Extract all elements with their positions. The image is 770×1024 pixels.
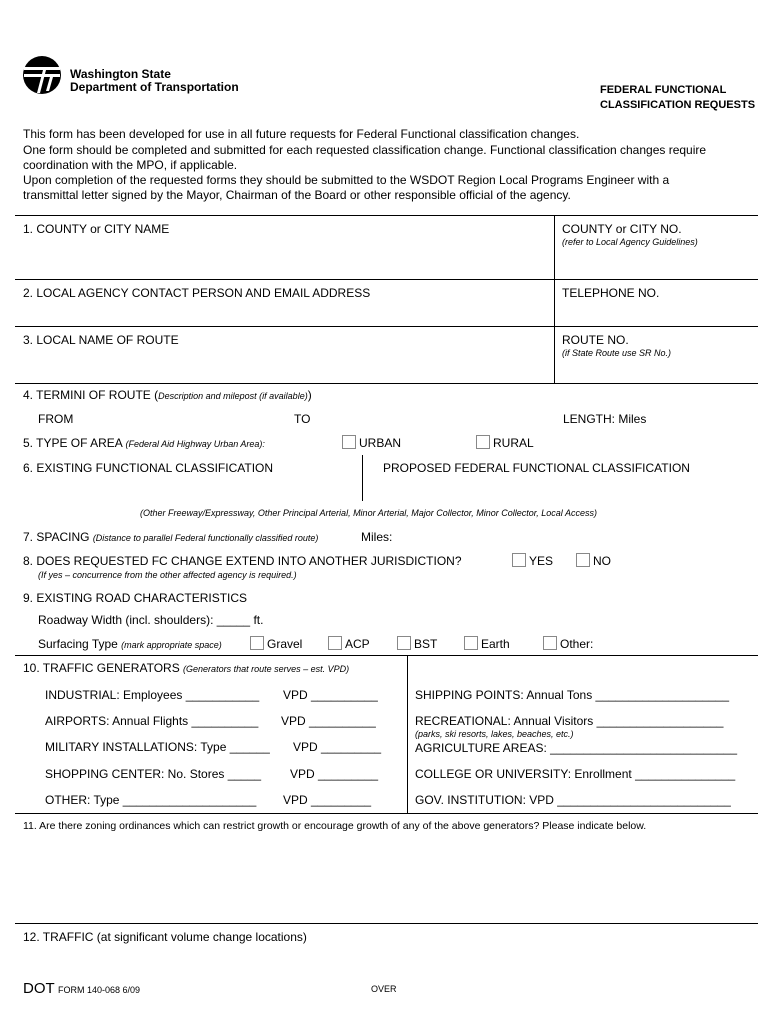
- divider: [15, 383, 758, 384]
- logo-line1: Washington State: [70, 67, 171, 81]
- surfacing-type-label: Surfacing Type (mark appropriate space): [38, 637, 222, 651]
- shopping-field[interactable]: SHOPPING CENTER: No. Stores _____: [45, 767, 262, 781]
- college-field[interactable]: COLLEGE OR UNIVERSITY: Enrollment _______________: [415, 767, 736, 781]
- industrial-field[interactable]: INDUSTRIAL: Employees ___________: [45, 688, 260, 702]
- acp-checkbox[interactable]: [328, 636, 342, 650]
- intro-line: One form should be completed and submitted for each requested classification change. Functional classification changes require: [23, 143, 707, 157]
- telephone-label[interactable]: TELEPHONE NO.: [562, 286, 660, 300]
- wsdot-logo-icon: [22, 55, 62, 95]
- intro-line: This form has been developed for use in all future requests for Federal Functional classification changes.: [23, 127, 580, 141]
- divider: [362, 455, 363, 501]
- length-label[interactable]: LENGTH: Miles: [563, 412, 647, 426]
- surfacing-bst-option[interactable]: BST: [397, 636, 437, 651]
- yes-checkbox[interactable]: [512, 553, 526, 567]
- gov-institution-field[interactable]: GOV. INSTITUTION: VPD __________________________: [415, 793, 731, 807]
- surfacing-gravel-option[interactable]: Gravel: [250, 636, 302, 651]
- other-type-field[interactable]: OTHER: Type ____________________: [45, 793, 257, 807]
- urban-checkbox[interactable]: [342, 435, 356, 449]
- surfacing-other-option[interactable]: Other:: [543, 636, 593, 651]
- earth-checkbox[interactable]: [464, 636, 478, 650]
- form-title-line1: FEDERAL FUNCTIONAL: [600, 84, 727, 96]
- no-checkbox[interactable]: [576, 553, 590, 567]
- termini-label: 4. TERMINI OF ROUTE (Description and milepost (if available)): [23, 388, 312, 402]
- jurisdiction-label: 8. DOES REQUESTED FC CHANGE EXTEND INTO ANOTHER JURISDICTION?: [23, 554, 462, 568]
- airports-vpd-field[interactable]: VPD __________: [281, 714, 376, 728]
- military-field[interactable]: MILITARY INSTALLATIONS: Type ______: [45, 740, 270, 754]
- divider: [15, 326, 758, 327]
- route-no-label[interactable]: ROUTE NO.: [562, 333, 629, 347]
- contact-person-label[interactable]: 2. LOCAL AGENCY CONTACT PERSON AND EMAIL ADDRESS: [23, 286, 371, 300]
- form-title-line2: CLASSIFICATION REQUESTS: [600, 99, 756, 111]
- county-city-name-label[interactable]: 1. COUNTY or CITY NAME: [23, 222, 170, 236]
- intro-line: transmittal letter signed by the Mayor, Chairman of the Board or other responsible official of the agency.: [23, 188, 571, 202]
- urban-option[interactable]: URBAN: [342, 435, 401, 450]
- rural-checkbox[interactable]: [476, 435, 490, 449]
- road-characteristics-label: 9. EXISTING ROAD CHARACTERISTICS: [23, 591, 248, 605]
- other-checkbox[interactable]: [543, 636, 557, 650]
- no-option[interactable]: NO: [576, 553, 611, 568]
- shopping-vpd-field[interactable]: VPD _________: [290, 767, 379, 781]
- area-type-label: 5. TYPE OF AREA (Federal Aid Highway Urban Area):: [23, 436, 265, 450]
- recreational-note: (parks, ski resorts, lakes, beaches, etc.): [415, 729, 574, 739]
- divider: [554, 215, 555, 383]
- spacing-miles-label[interactable]: Miles:: [361, 530, 393, 544]
- bst-checkbox[interactable]: [397, 636, 411, 650]
- surfacing-acp-option[interactable]: ACP: [328, 636, 370, 651]
- divider: [15, 279, 758, 280]
- route-no-note: (if State Route use SR No.): [562, 348, 672, 358]
- existing-fc-label[interactable]: 6. EXISTING FUNCTIONAL CLASSIFICATION: [23, 461, 274, 475]
- divider: [407, 655, 408, 813]
- over-label: OVER: [371, 984, 397, 994]
- fc-options-note: (Other Freeway/Expressway, Other Principal Arterial, Minor Arterial, Major Collector, Minor Collector, Local Access): [140, 508, 597, 518]
- county-city-no-note: (refer to Local Agency Guidelines): [562, 237, 698, 247]
- spacing-label: 7. SPACING (Distance to parallel Federal functionally classified route): [23, 530, 319, 544]
- route-name-label[interactable]: 3. LOCAL NAME OF ROUTE: [23, 333, 179, 347]
- divider: [15, 655, 758, 656]
- gravel-checkbox[interactable]: [250, 636, 264, 650]
- surfacing-earth-option[interactable]: Earth: [464, 636, 510, 651]
- form-footer: DOT FORM 140-068 6/09: [23, 980, 141, 997]
- traffic-label[interactable]: 12. TRAFFIC (at significant volume change locations): [23, 930, 307, 944]
- intro-line: Upon completion of the requested forms they should be submitted to the WSDOT Region Local Programs Engineer with a: [23, 173, 670, 187]
- yes-option[interactable]: YES: [512, 553, 553, 568]
- industrial-vpd-field[interactable]: VPD __________: [283, 688, 378, 702]
- rural-option[interactable]: RURAL: [476, 435, 534, 450]
- intro-line: coordination with the MPO, if applicable.: [23, 158, 238, 172]
- proposed-fc-label[interactable]: PROPOSED FEDERAL FUNCTIONAL CLASSIFICATION: [383, 461, 690, 475]
- agriculture-field[interactable]: AGRICULTURE AREAS: ____________________________: [415, 741, 738, 755]
- shipping-points-field[interactable]: SHIPPING POINTS: Annual Tons ____________________: [415, 688, 729, 702]
- other-vpd-field[interactable]: VPD _________: [283, 793, 372, 807]
- logo-line2: Department of Transportation: [70, 80, 239, 94]
- from-label[interactable]: FROM: [38, 412, 74, 426]
- airports-field[interactable]: AIRPORTS: Annual Flights __________: [45, 714, 259, 728]
- to-label[interactable]: TO: [294, 412, 311, 426]
- divider: [15, 813, 758, 814]
- military-vpd-field[interactable]: VPD _________: [293, 740, 382, 754]
- traffic-generators-label: 10. TRAFFIC GENERATORS (Generators that route serves – est. VPD): [23, 661, 350, 675]
- jurisdiction-note: (If yes – concurrence from the other affected agency is required.): [38, 570, 297, 580]
- divider: [15, 215, 758, 216]
- zoning-ordinances-label[interactable]: 11. Are there zoning ordinances which can restrict growth or encourage growth of any of the above generators? Please indicate below.: [23, 820, 647, 832]
- recreational-field[interactable]: RECREATIONAL: Annual Visitors ___________________: [415, 714, 724, 728]
- divider: [15, 923, 758, 924]
- roadway-width-field[interactable]: Roadway Width (incl. shoulders): _____ ft.: [38, 613, 264, 627]
- county-city-no-label[interactable]: COUNTY or CITY NO.: [562, 222, 682, 236]
